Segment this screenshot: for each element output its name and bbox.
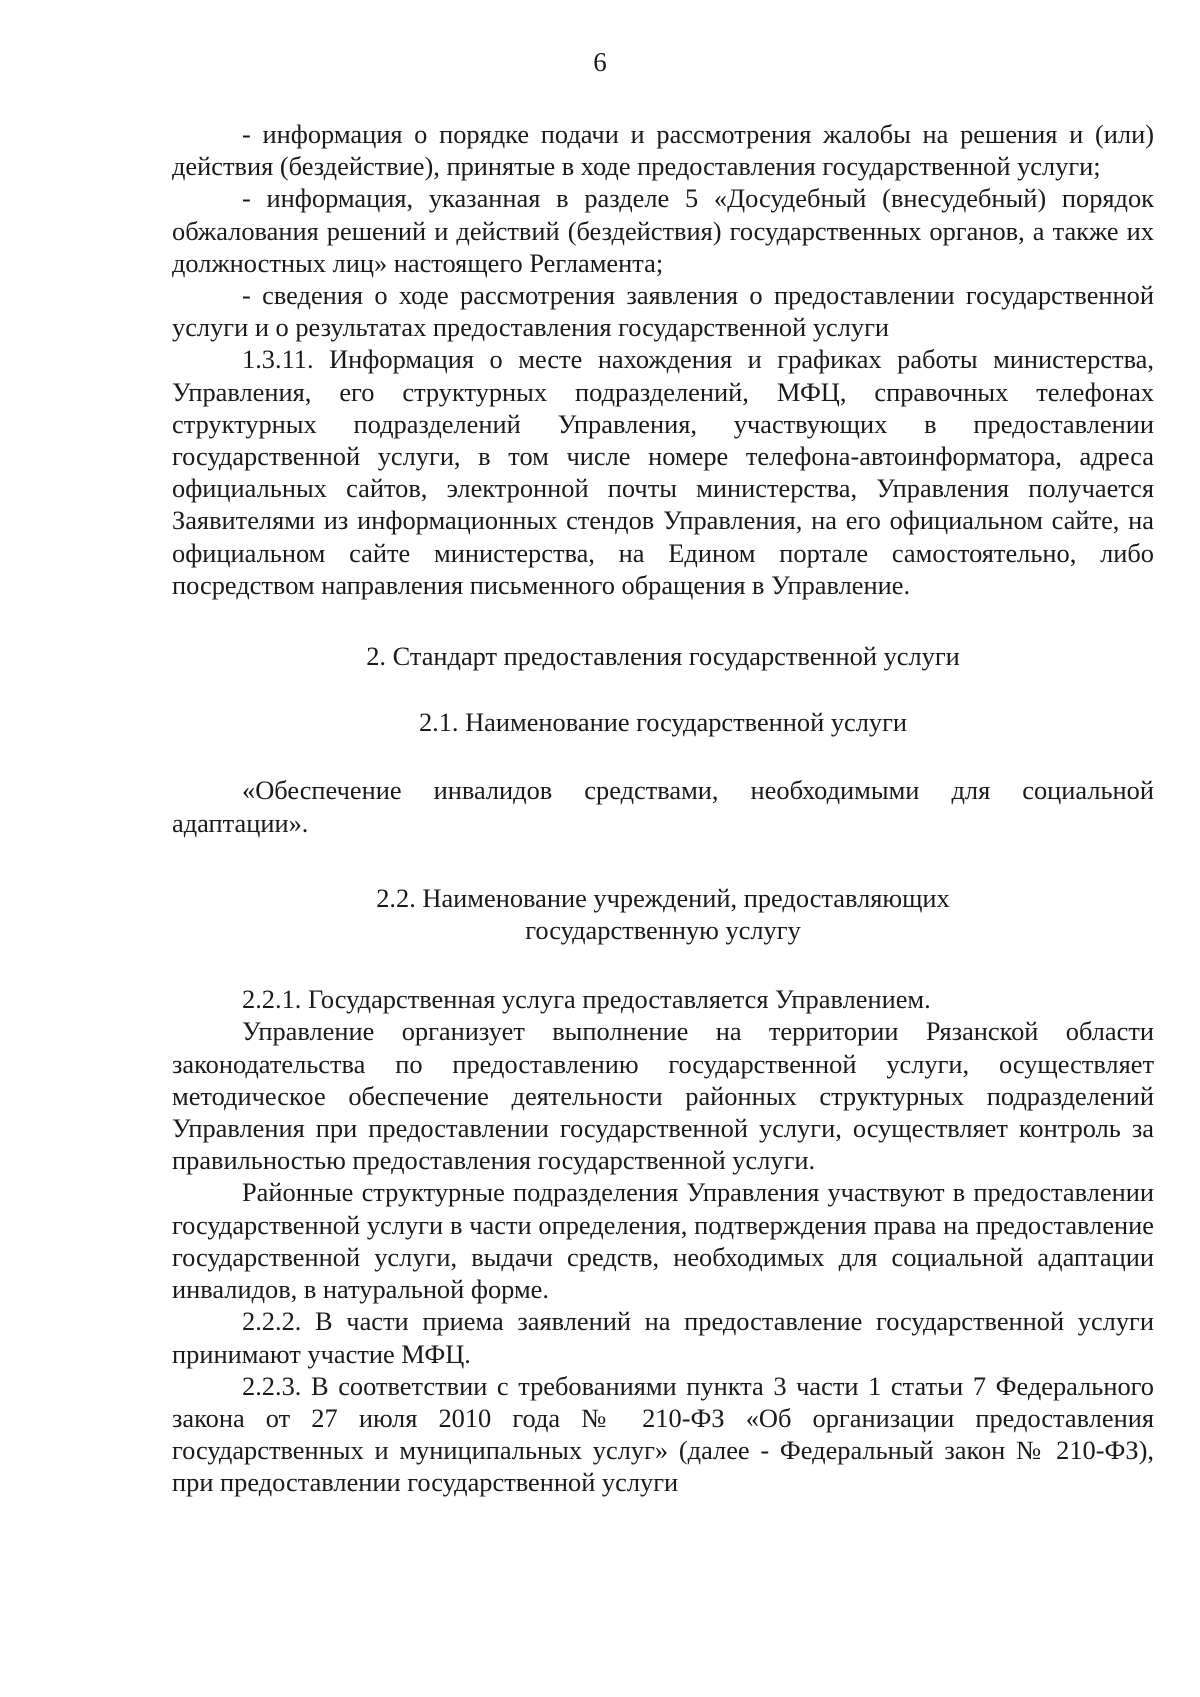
document-body: [172, 118, 1154, 1499]
subsection-heading-2-2-line2: государственную услугу: [525, 915, 801, 946]
subsection-heading-2-2: [172, 882, 1154, 946]
section-heading: 2. Стандарт предоставления государственной услуги: [366, 641, 960, 672]
paragraph-2-2-1: 2.2.1. Государственная услуга предоставляется Управлением.: [242, 984, 931, 1015]
subsection-heading-2-1: 2.1. Наименование государственной услуги: [418, 707, 908, 738]
subsection-heading-2-2-line1: 2.2. Наименование учреждений, предоставляющих: [376, 882, 950, 913]
paragraph-complaint-info: - информация о порядке подачи и рассмотрения жалобы на решения и (или) действия (бездействие), принятые в ходе предоставления государственной услуги;: [172, 119, 1154, 182]
paragraph-2-2-3: 2.2.3. В соответствии с требованиями пункта 3 части 1 статьи 7 Федерального закона от 27 июля 2010 года № 210-ФЗ «Об организации предоставления государственных и муниципальных услуг» (далее - Федеральный закон № 210-ФЗ), при предоставлении государственной услуги: [172, 1370, 1154, 1498]
service-name-paragraph: «Обеспечение инвалидов средствами, необходимыми для социальной адаптации».: [172, 775, 1154, 838]
paragraph-1-3-11: 1.3.11. Информация о месте нахождения и графиках работы министерства, Управления, его структурных подразделений, МФЦ, справочных телефонах структурных подразделений Управления, участвующих в предоставлении государственной услуги, в том числе номере телефона-автоинформатора, адреса официальных сайтов, электронной почты министерства, Управления получается Заявителями из информационных стендов Управления, на его официальном сайте, на официальном сайте министерства, на Едином портале самостоятельно, либо посредством направления письменного обращения в Управление.: [172, 344, 1154, 600]
paragraph-section5-info: - информация, указанная в разделе 5 «Досудебный (внесудебный) порядок обжалования решений и действий (бездействия) государственных органов, а также их должностных лиц» настоящего Регламента;: [172, 183, 1154, 278]
paragraph-application-status: - сведения о ходе рассмотрения заявления о предоставлении государственной услуги и о результатах предоставления государственной услуги: [172, 280, 1154, 343]
page-number: 6: [593, 47, 607, 77]
paragraph-2-2-2: 2.2.2. В части приема заявлений на предоставление государственной услуги принимают участие МФЦ.: [172, 1306, 1154, 1369]
paragraph-district-units: Районные структурные подразделения Управления участвуют в предоставлении государственной услуги в части определения, подтверждения права на предоставление государственной услуги, выдачи средств, необходимых для социальной адаптации инвалидов, в натуральной форме.: [172, 1177, 1154, 1305]
paragraph-management-duties: Управление организует выполнение на территории Рязанской области законодательства по предоставлению государственной услуги, осуществляет методическое обеспечение деятельности районных структурных подразделений Управления при предоставлении государственной услуги, осуществляет контроль за правильностью предоставления государственной услуги.: [172, 1016, 1154, 1176]
